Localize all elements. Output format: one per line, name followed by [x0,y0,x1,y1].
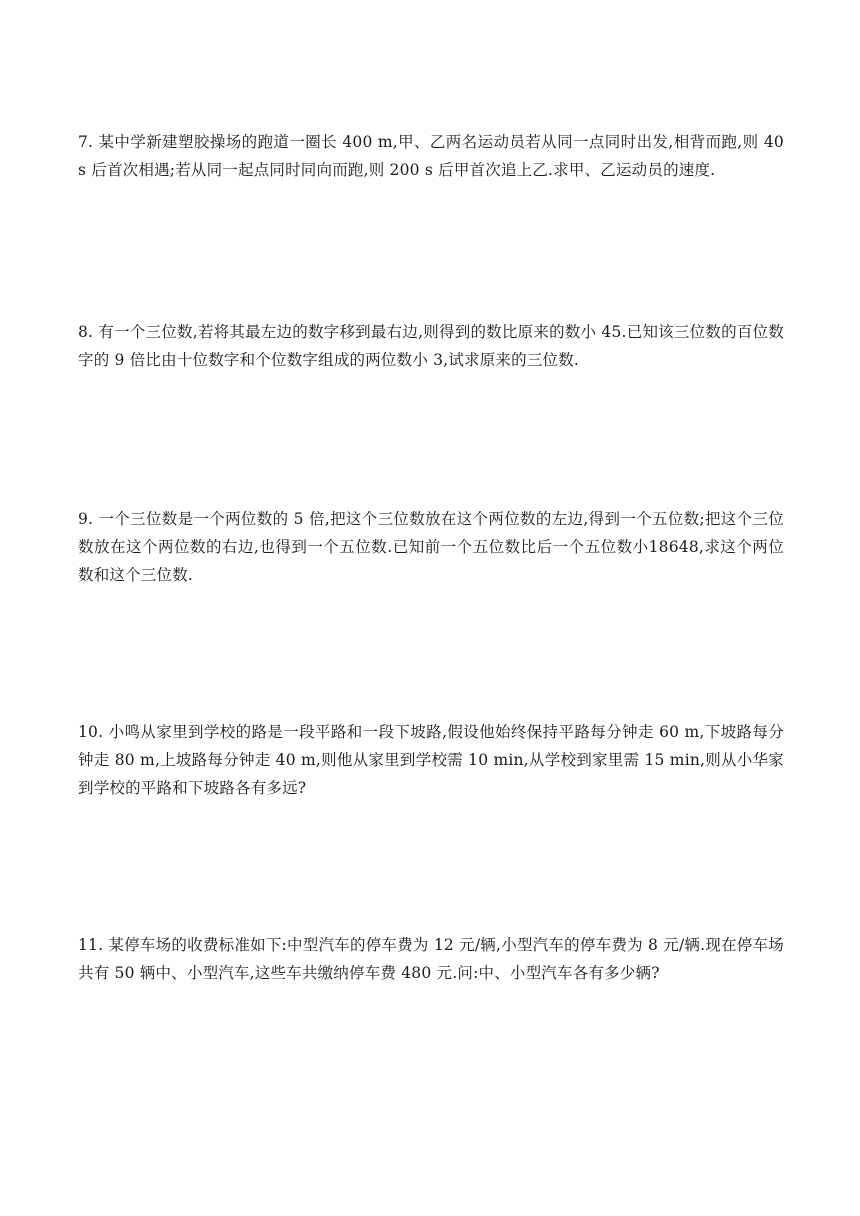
problem-text: 某停车场的收费标准如下:中型汽车的停车费为 12 元/辆,小型汽车的停车费为 8 元/辆.现在停车场共有 50 辆中、小型汽车,这些车共缴纳停车费 480 元.问:中、小型汽车各有多少辆? [78,936,784,982]
problem-9 [78,505,784,589]
problem-10 [78,718,784,802]
problem-7 [78,128,784,184]
problem-8 [78,318,784,374]
problem-number: 9. [78,510,94,528]
problem-11 [78,931,784,987]
problem-number: 7. [78,133,94,151]
problem-number: 8. [78,323,94,341]
problem-text: 小鸣从家里到学校的路是一段平路和一段下坡路,假设他始终保持平路每分钟走 60 m,下坡路每分钟走 80 m,上坡路每分钟走 40 m,则他从家里到学校需 10 min,从学校到家里需 15 min,则从小华家到学校的平路和下坡路各有多远? [78,723,784,797]
problem-text: 某中学新建塑胶操场的跑道一圈长 400 m,甲、乙两名运动员若从同一点同时出发,相背而跑,则 40 s 后首次相遇;若从同一起点同时同向而跑,则 200 s 后甲首次追上乙.求甲、乙运动员的速度. [78,133,784,179]
problem-number: 11. [78,936,104,954]
problem-text: 有一个三位数,若将其最左边的数字移到最右边,则得到的数比原来的数小 45.已知该三位数的百位数字的 9 倍比由十位数字和个位数字组成的两位数小 3,试求原来的三位数. [78,323,784,369]
problem-number: 10. [78,723,104,741]
problem-text: 一个三位数是一个两位数的 5 倍,把这个三位数放在这个两位数的左边,得到一个五位数;把这个三位数放在这个两位数的右边,也得到一个五位数.已知前一个五位数比后一个五位数小18648,求这个两位数和这个三位数. [78,510,784,584]
